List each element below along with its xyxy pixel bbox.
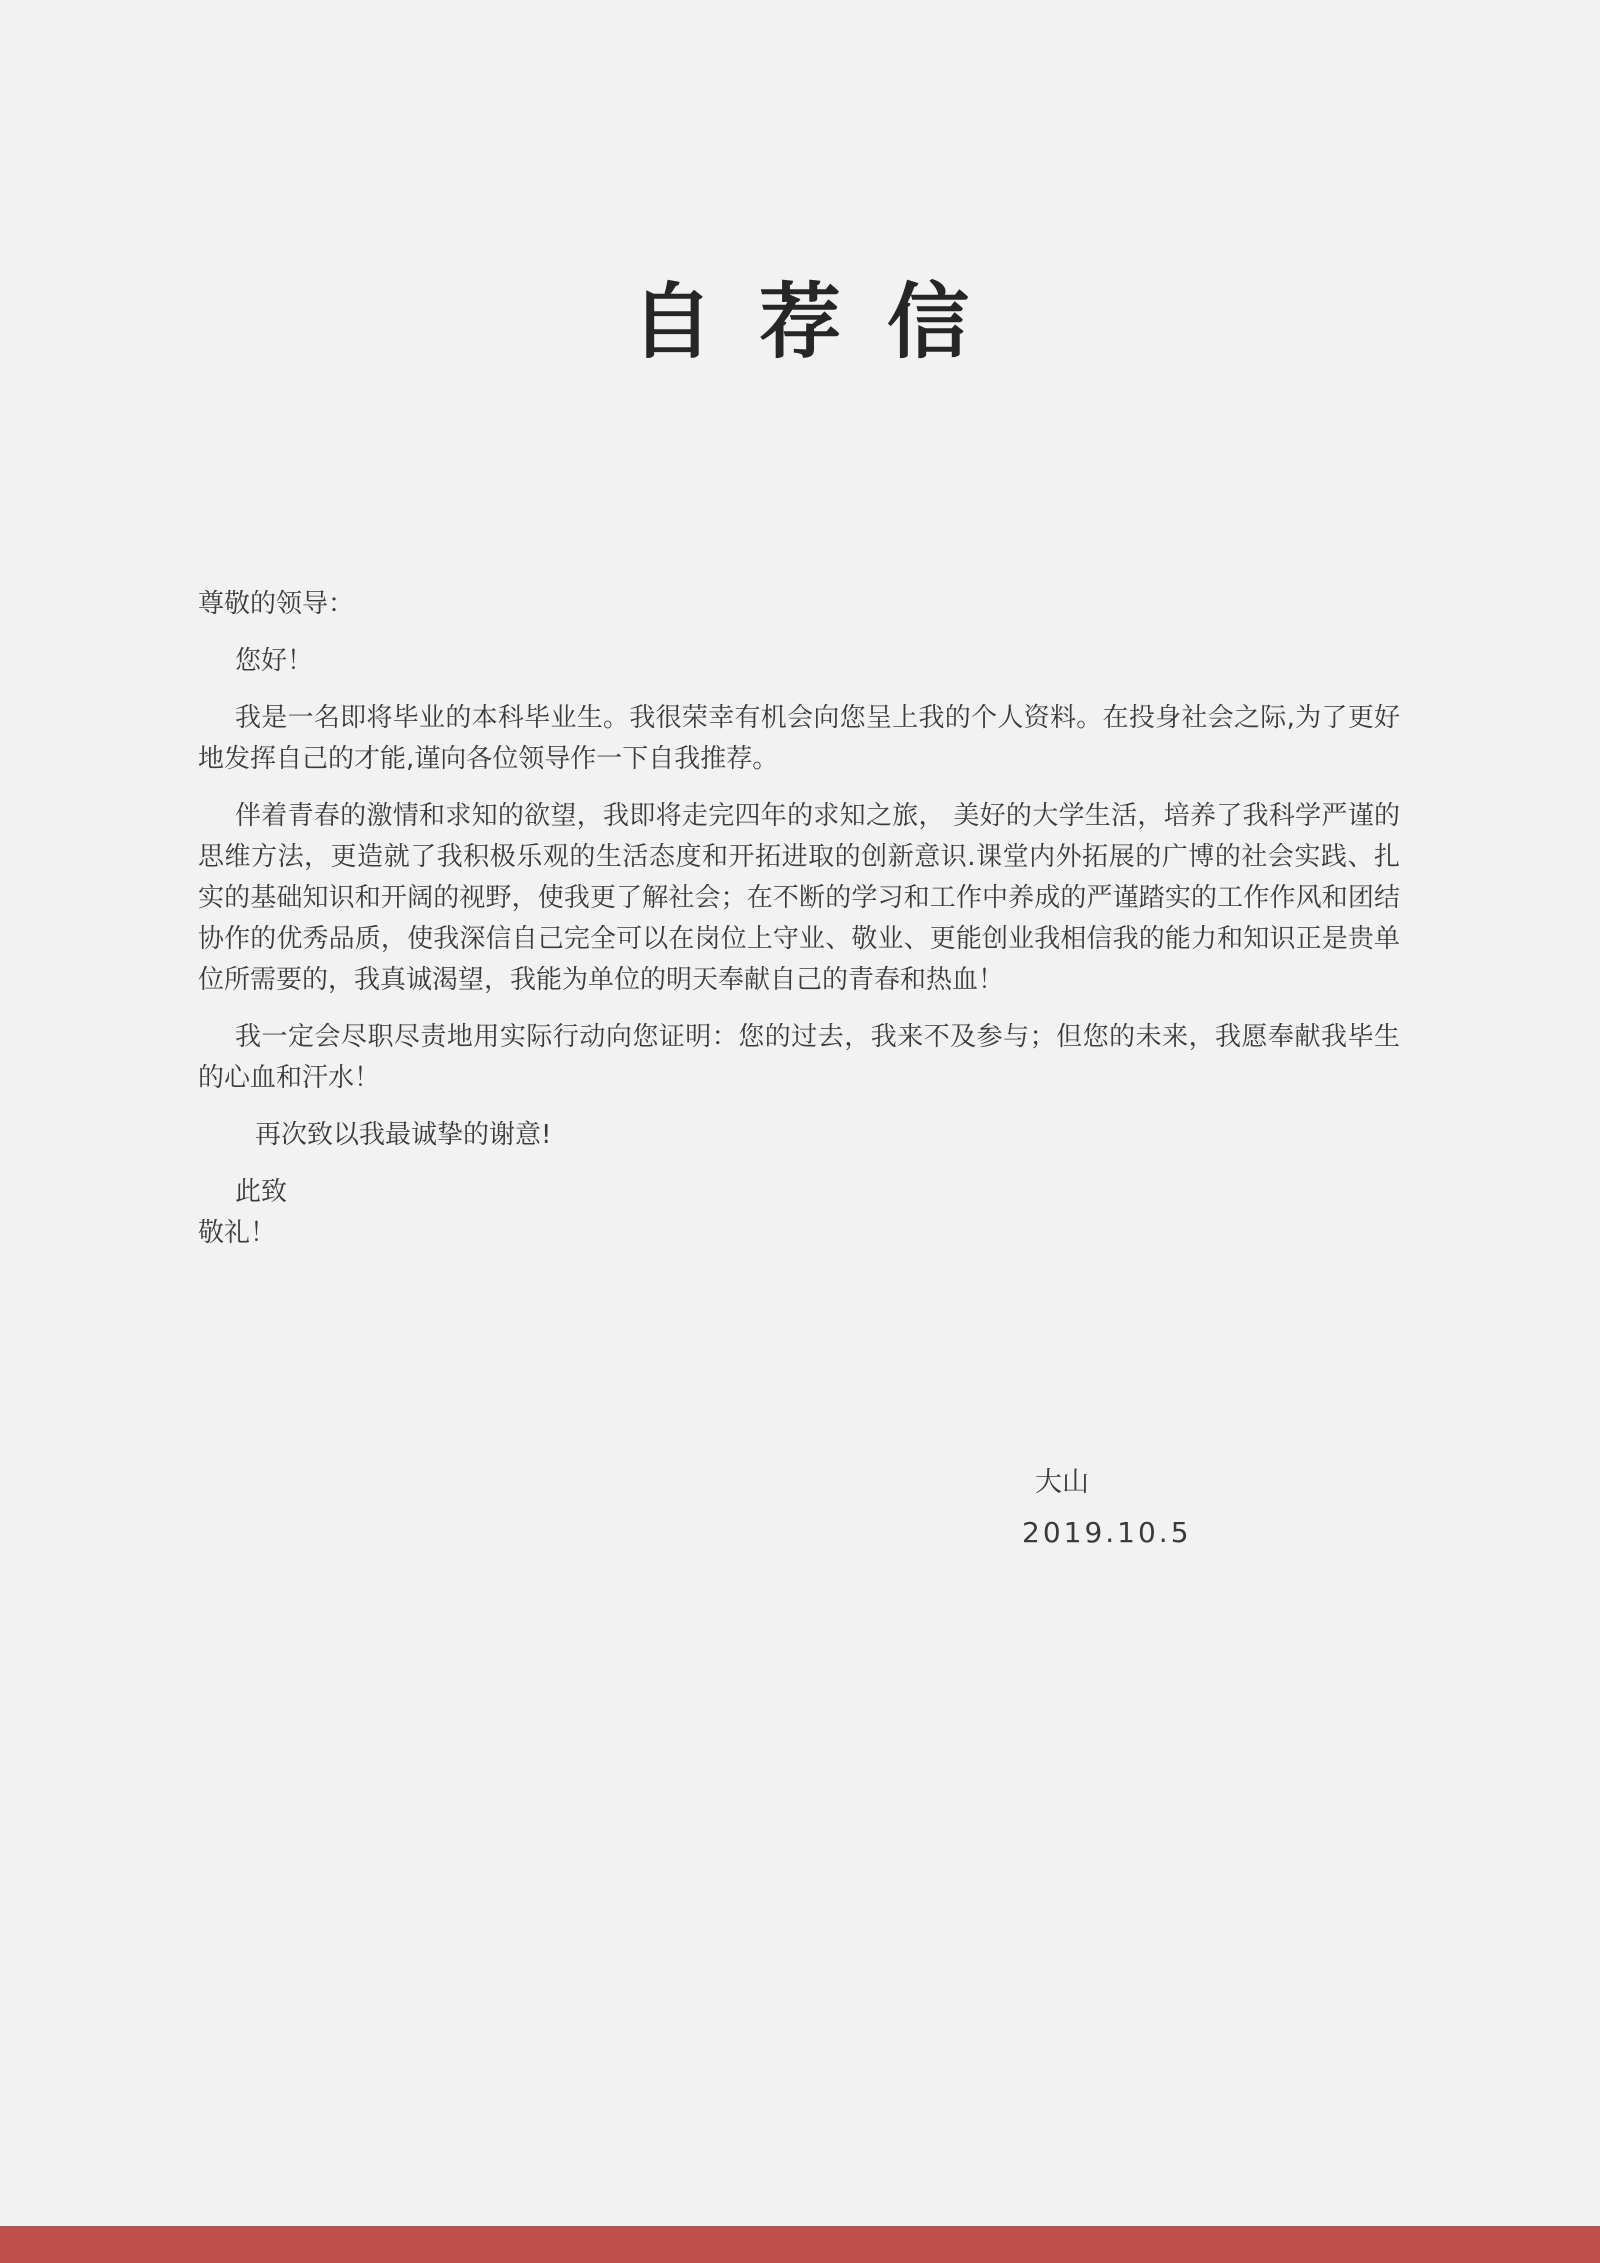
footer-accent-bar [0,2226,1600,2263]
paragraph-commitment: 我一定会尽职尽责地用实际行动向您证明：您的过去，我来不及参与；但您的未来，我愿奉献我毕生的心血和汗水！ [198,1022,1400,1093]
paragraph-qualifications: 伴着青春的激情和求知的欲望，我即将走完四年的求知之旅， 美好的大学生活，培养了我科学严谨的思维方法，更造就了我积极乐观的生活态度和开拓进取的创新意识.课堂内外拓展的广博的社会实践、扎实的基础知识和开阔的视野，使我更了解社会；在不断的学习和工作中养成的严谨踏实的工作作风和团结协作的优秀品质，使我深信自己完全可以在岗位上守业、敬业、更能创业我相信我的能力和知识正是贵单位所需要的，我真诚渴望，我能为单位的明天奉献自己的青春和热血！ [198,801,1400,995]
greeting: 您好！ [235,646,314,676]
signature-date: 2019.10.5 [1022,1516,1192,1549]
closing-line-1: 此致 [235,1177,288,1207]
letter-title: 自荐信 [630,275,1015,370]
closing-line-2: 敬礼！ [198,1218,277,1248]
signature-name: 大山 [1035,1467,1089,1498]
letter-body [198,584,1400,1254]
salutation: 尊敬的领导： [198,589,355,619]
thanks-line: 再次致以我最诚挚的谢意! [255,1120,552,1150]
paragraph-intro: 我是一名即将毕业的本科毕业生。我很荣幸有机会向您呈上我的个人资料。在投身社会之际,为了更好地发挥自己的才能,谨向各位领导作一下自我推荐。 [198,703,1400,774]
